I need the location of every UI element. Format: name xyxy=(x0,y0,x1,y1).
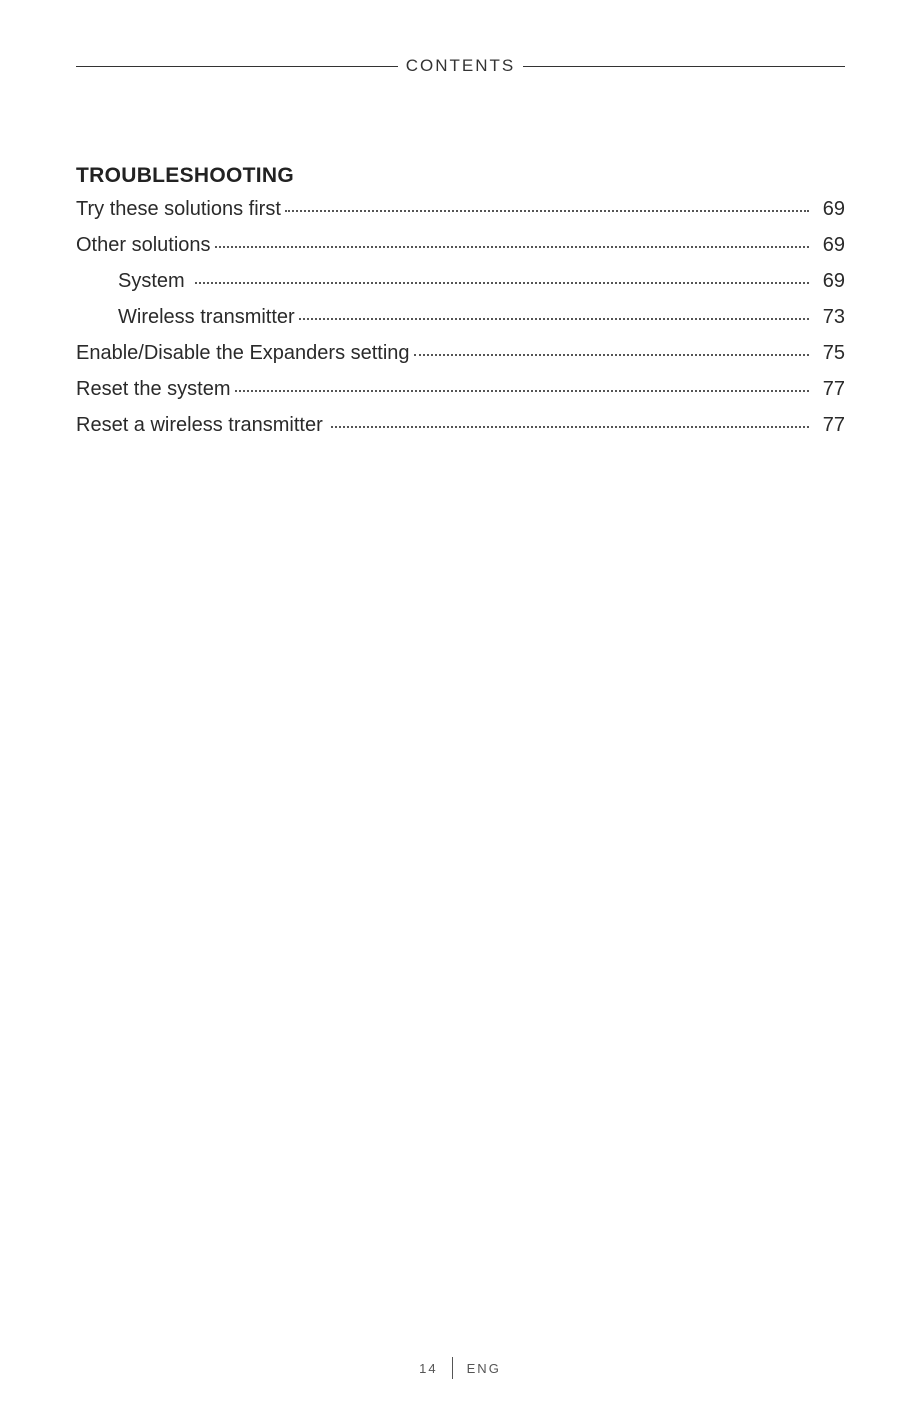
toc-entry-page: 75 xyxy=(822,342,845,364)
page-footer xyxy=(0,1357,920,1379)
toc-entry-page: 77 xyxy=(822,414,845,436)
toc-entry-reset-the-system[interactable] xyxy=(76,378,845,414)
dot-leader xyxy=(235,390,809,392)
dot-leader xyxy=(414,354,809,356)
contents-header xyxy=(76,54,845,78)
footer-divider xyxy=(452,1357,453,1379)
toc-entry-wireless-transmitter[interactable] xyxy=(76,306,845,342)
dot-leader xyxy=(331,426,809,428)
dot-leader xyxy=(299,318,809,320)
toc-entry-page: 69 xyxy=(822,198,845,220)
toc-entry-label: Other solutions xyxy=(76,234,211,256)
toc-entry-enable-disable-expanders[interactable] xyxy=(76,342,845,378)
header-rule-left xyxy=(76,66,398,67)
toc-entry-label: Try these solutions first xyxy=(76,198,281,220)
toc-entry-other-solutions[interactable] xyxy=(76,234,845,270)
toc-entry-page: 77 xyxy=(822,378,845,400)
toc-entry-label: Enable/Disable the Expanders setting xyxy=(76,342,410,364)
table-of-contents xyxy=(76,198,845,450)
toc-entry-page: 69 xyxy=(822,270,845,292)
page-number: 14 xyxy=(419,1360,438,1376)
dot-leader xyxy=(285,210,809,212)
toc-entry-label: Reset a wireless transmitter xyxy=(76,414,323,436)
language-code: ENG xyxy=(466,1360,501,1376)
dot-leader xyxy=(215,246,809,248)
toc-entry-label: Wireless transmitter xyxy=(118,306,295,328)
toc-entry-reset-wireless-transmitter[interactable] xyxy=(76,414,845,450)
toc-entry-label: System xyxy=(118,270,185,292)
section-heading: TROUBLESHOOTING xyxy=(76,164,294,187)
toc-entry-try-these-solutions-first[interactable] xyxy=(76,198,845,234)
header-rule-right xyxy=(523,66,845,67)
toc-entry-page: 73 xyxy=(822,306,845,328)
dot-leader xyxy=(195,282,809,284)
header-title: CONTENTS xyxy=(405,56,516,75)
toc-entry-page: 69 xyxy=(822,234,845,256)
toc-entry-label: Reset the system xyxy=(76,378,231,400)
toc-entry-system[interactable] xyxy=(76,270,845,306)
